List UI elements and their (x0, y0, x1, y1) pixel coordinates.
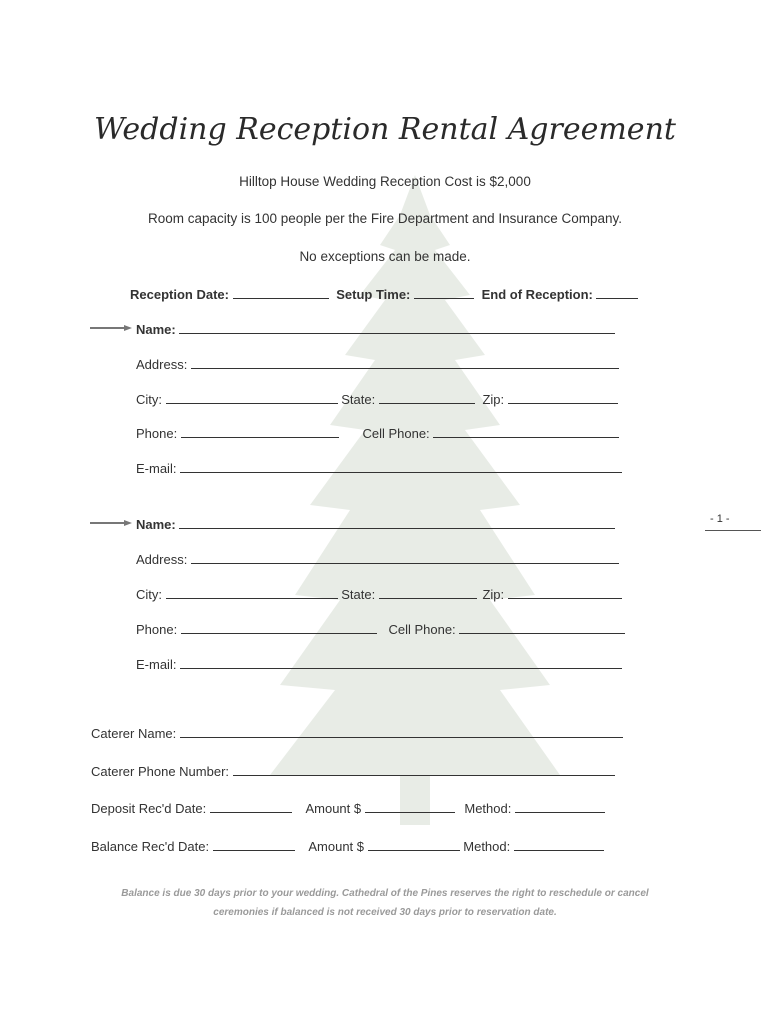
caterer-name-row (91, 726, 623, 741)
phone-label: Phone: (136, 622, 178, 637)
end-of-reception-label: End of Reception: (481, 287, 593, 302)
cell-phone-label: Cell Phone: (362, 426, 430, 441)
city-field[interactable] (166, 587, 338, 599)
state-label: State: (341, 587, 376, 602)
setup-time-field[interactable] (414, 287, 474, 299)
reception-date-field[interactable] (233, 287, 329, 299)
phone-label: Phone: (136, 426, 178, 441)
zip-field[interactable] (508, 392, 618, 404)
address-label: Address: (136, 552, 188, 567)
contact2-address-row (136, 552, 619, 567)
balance-row (91, 839, 604, 854)
name-label: Name: (136, 322, 176, 337)
email-label: E-mail: (136, 657, 177, 672)
contact1-address-row (136, 357, 619, 372)
phone-field[interactable] (181, 622, 377, 634)
city-label: City: (136, 587, 162, 602)
caterer-phone-row (91, 764, 615, 779)
footnote-line-2: ceremonies if balanced is not received 30 days prior to reservation date. (213, 907, 557, 918)
exceptions-line: No exceptions can be made. (299, 249, 471, 264)
name-field[interactable] (179, 322, 615, 334)
reception-date-label: Reception Date: (130, 287, 229, 302)
zip-label: Zip: (482, 392, 505, 407)
balance-date-label: Balance Rec'd Date: (91, 839, 210, 854)
contact1-name-row (136, 322, 615, 337)
phone-field[interactable] (181, 426, 339, 438)
deposit-row (91, 801, 605, 816)
balance-method-field[interactable] (514, 839, 604, 851)
contact1-email-row (136, 461, 622, 476)
state-field[interactable] (379, 587, 477, 599)
deposit-date-label: Deposit Rec'd Date: (91, 801, 207, 816)
balance-amount-field[interactable] (368, 839, 460, 851)
page-title: Wedding Reception Rental Agreement (94, 112, 676, 147)
name-field[interactable] (179, 517, 615, 529)
deposit-method-label: Method: (464, 801, 512, 816)
contact1-city-row (136, 392, 618, 407)
state-field[interactable] (379, 392, 475, 404)
arrow-icon (90, 325, 132, 331)
page-number: - 1 - (710, 513, 730, 525)
footnote-line-1: Balance is due 30 days prior to your wedding. Cathedral of the Pines reserves the right to reschedule or cancel (121, 888, 649, 899)
contact2-email-row (136, 657, 622, 672)
name-label: Name: (136, 517, 176, 532)
setup-time-label: Setup Time: (336, 287, 411, 302)
contact2-city-row (136, 587, 622, 602)
balance-method-label: Method: (463, 839, 511, 854)
cost-line: Hilltop House Wedding Reception Cost is $2,000 (239, 174, 531, 189)
address-field[interactable] (191, 357, 619, 369)
cell-phone-field[interactable] (433, 426, 619, 438)
city-field[interactable] (166, 392, 338, 404)
cell-phone-label: Cell Phone: (388, 622, 456, 637)
page-number-divider (705, 530, 761, 531)
address-label: Address: (136, 357, 188, 372)
arrow-icon (90, 520, 132, 526)
balance-date-field[interactable] (213, 839, 295, 851)
email-field[interactable] (180, 657, 622, 669)
contact2-name-row (136, 517, 615, 532)
caterer-phone-field[interactable] (233, 764, 615, 776)
capacity-line: Room capacity is 100 people per the Fire Department and Insurance Company. (147, 211, 622, 226)
zip-field[interactable] (508, 587, 622, 599)
deposit-amount-field[interactable] (365, 801, 455, 813)
address-field[interactable] (191, 552, 619, 564)
zip-label: Zip: (482, 587, 505, 602)
schedule-row (130, 287, 638, 302)
email-field[interactable] (180, 461, 622, 473)
city-label: City: (136, 392, 162, 407)
deposit-date-field[interactable] (210, 801, 292, 813)
caterer-name-label: Caterer Name: (91, 726, 177, 741)
contact2-phone-row (136, 622, 625, 637)
deposit-amount-label: Amount $ (305, 801, 362, 816)
contact1-phone-row (136, 426, 619, 441)
deposit-method-field[interactable] (515, 801, 605, 813)
balance-amount-label: Amount $ (308, 839, 365, 854)
state-label: State: (341, 392, 376, 407)
caterer-phone-label: Caterer Phone Number: (91, 764, 230, 779)
caterer-name-field[interactable] (180, 726, 623, 738)
end-of-reception-field[interactable] (596, 287, 638, 299)
cell-phone-field[interactable] (459, 622, 625, 634)
email-label: E-mail: (136, 461, 177, 476)
